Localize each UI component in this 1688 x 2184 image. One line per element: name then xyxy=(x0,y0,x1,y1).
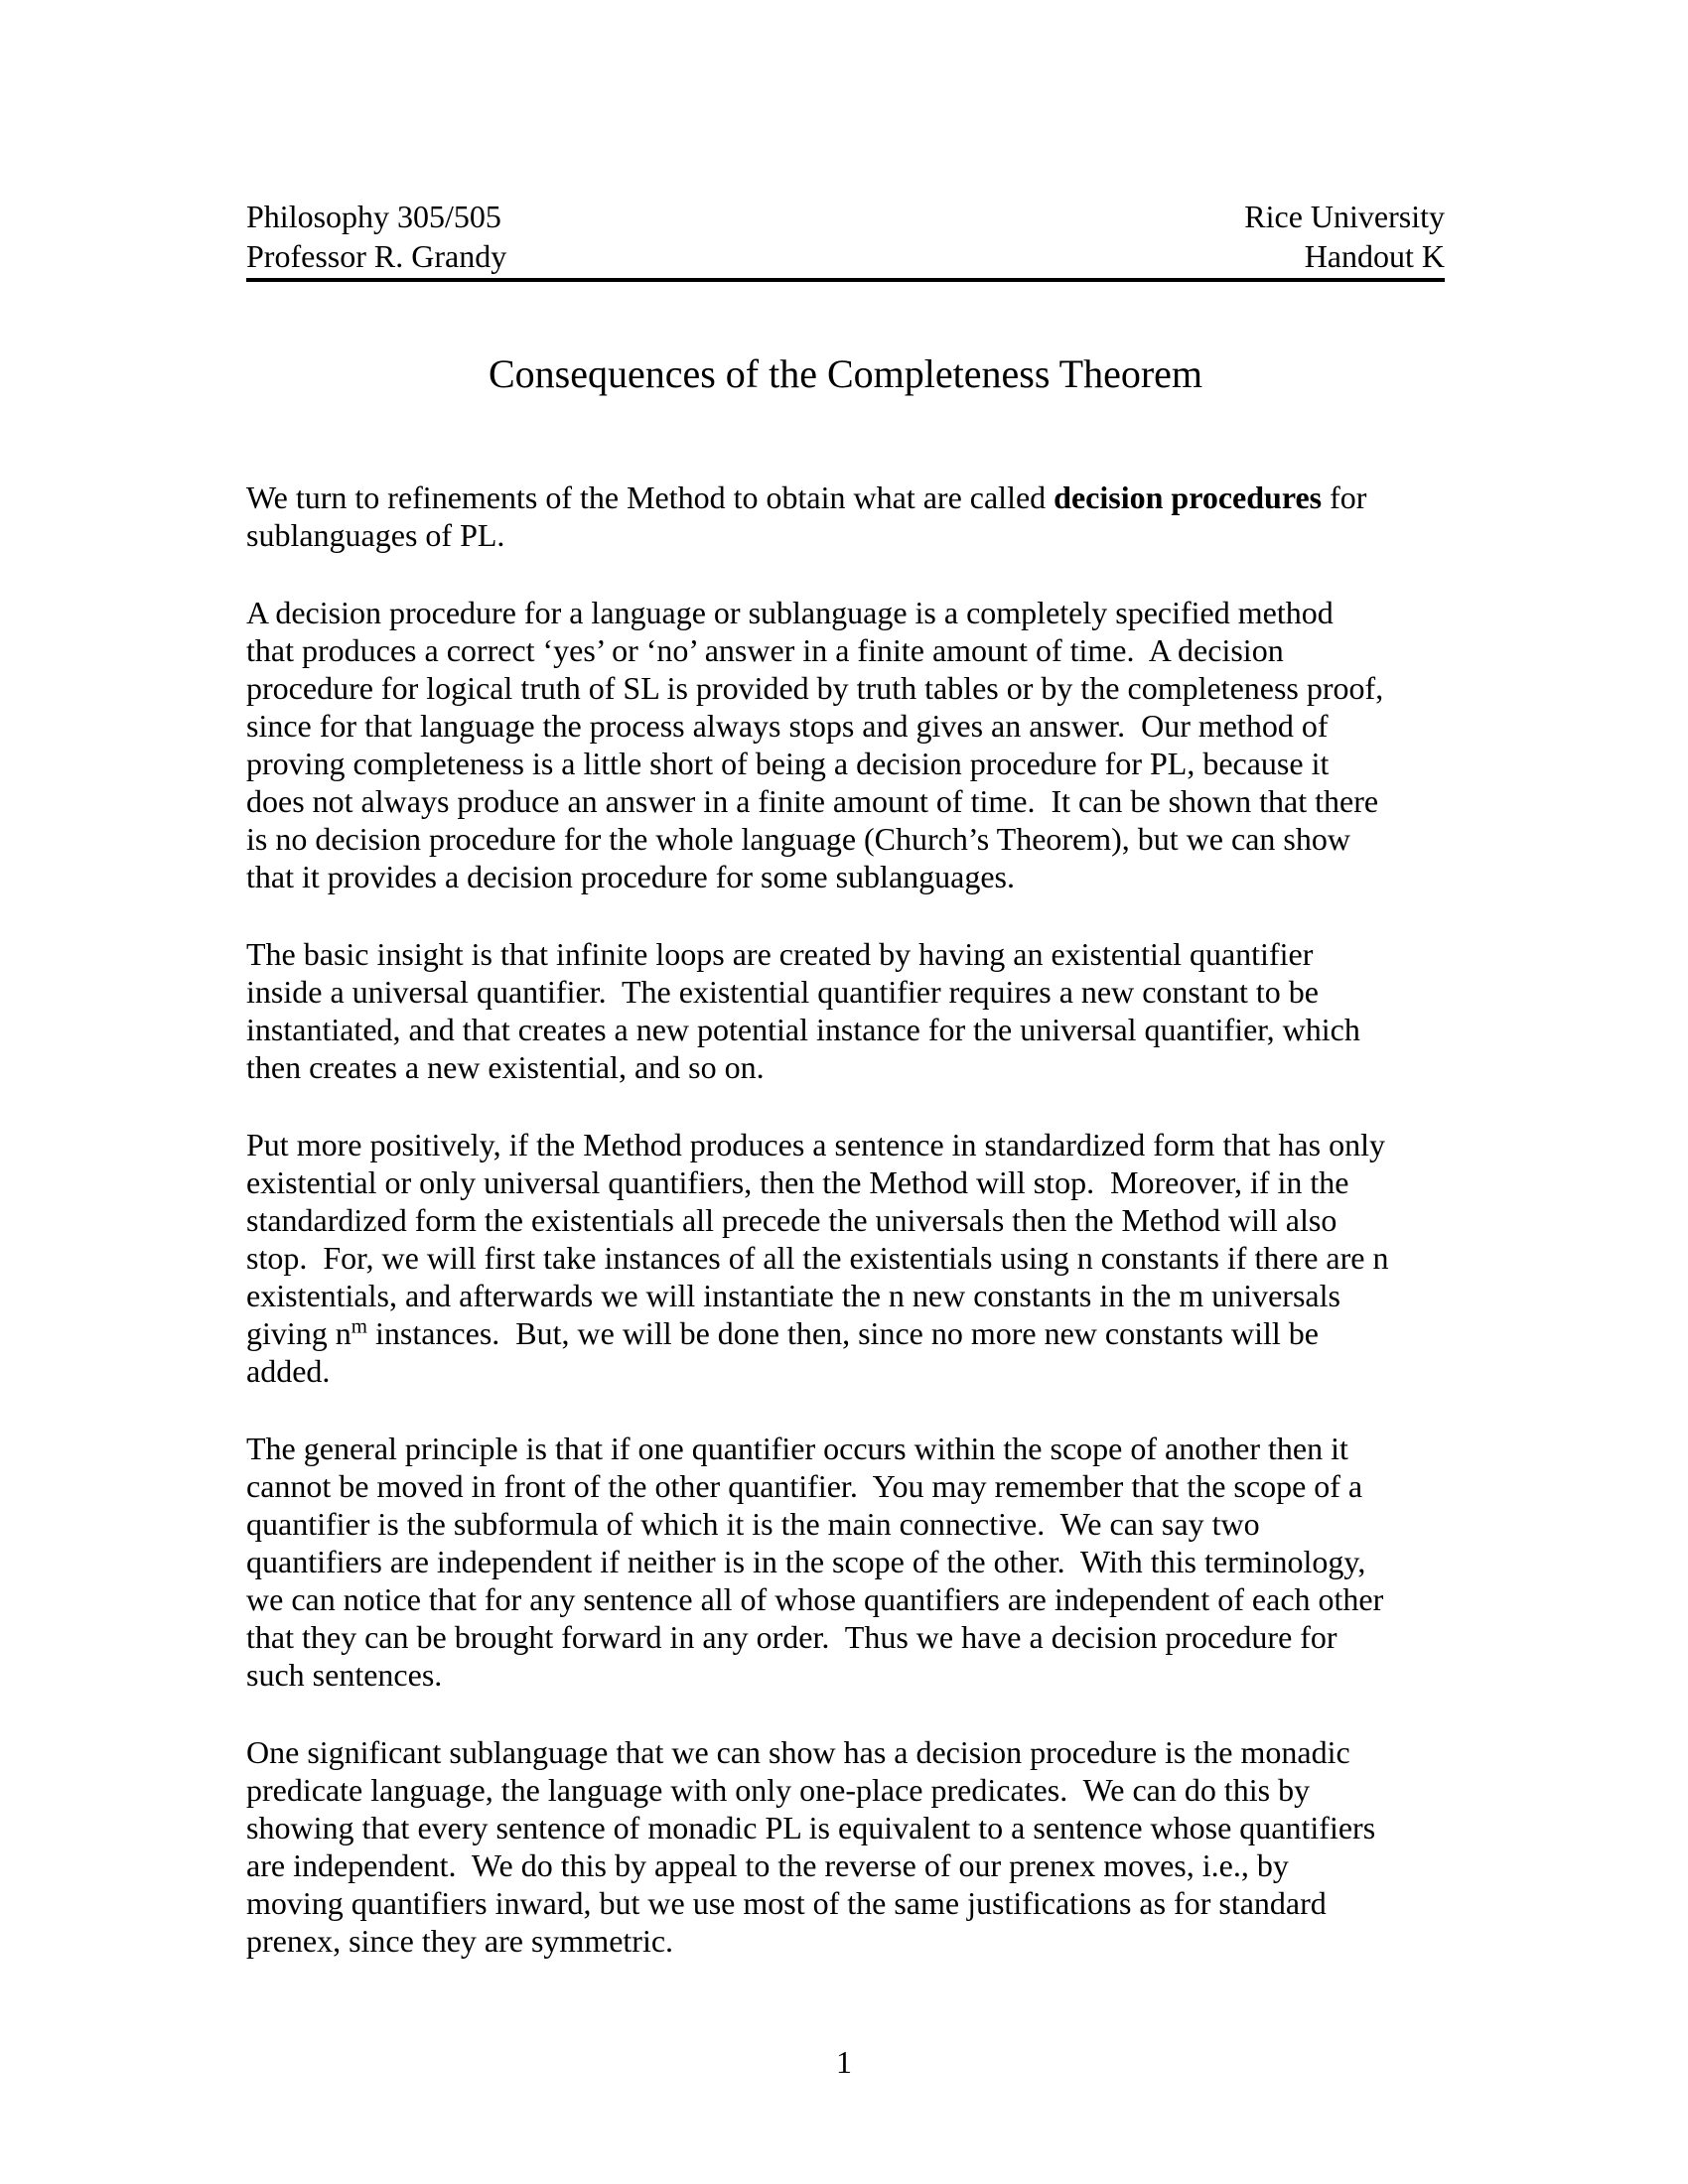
course-number: Philosophy 305/505 xyxy=(246,199,501,234)
text-segment: prenex, since they are symmetric. xyxy=(246,1923,674,1959)
text-line xyxy=(246,1011,1445,1048)
text-segment: One significant sublanguage that we can show has a decision procedure is the monadic xyxy=(246,1734,1350,1770)
text-segment: is no decision procedure for the whole language (Church’s Theorem), but we can show xyxy=(246,821,1350,857)
superscript-text: m xyxy=(351,1314,367,1338)
text-line xyxy=(246,1467,1445,1505)
paragraph xyxy=(246,1733,1445,1960)
text-segment: showing that every sentence of monadic PL is equivalent to a sentence whose quantifiers xyxy=(246,1810,1376,1845)
university-name: Rice University xyxy=(1244,199,1445,234)
text-line xyxy=(246,1656,1445,1694)
text-line xyxy=(246,1733,1445,1771)
text-line xyxy=(246,1809,1445,1846)
paragraph xyxy=(246,935,1445,1086)
text-line xyxy=(246,1430,1445,1467)
text-segment: procedure for logical truth of SL is provided by truth tables or by the completeness proof, xyxy=(246,670,1384,706)
page-number: 1 xyxy=(836,2044,852,2080)
text-line xyxy=(246,707,1445,745)
bold-text: decision procedures xyxy=(1054,479,1323,515)
text-line xyxy=(246,1201,1445,1239)
text-line xyxy=(246,1580,1445,1618)
text-segment: stop. For, we will first take instances of all the existentials using n constants if there are n xyxy=(246,1240,1389,1276)
text-line xyxy=(246,1239,1445,1277)
text-segment: such sentences. xyxy=(246,1657,443,1693)
text-line xyxy=(246,669,1445,707)
paragraph xyxy=(246,1126,1445,1390)
text-segment: cannot be moved in front of the other quantifier. You may remember that the scope of a xyxy=(246,1468,1363,1504)
text-line xyxy=(246,745,1445,782)
text-line xyxy=(246,1048,1445,1086)
text-line xyxy=(246,1277,1445,1314)
text-line xyxy=(246,594,1445,631)
text-segment: Put more positively, if the Method produces a sentence in standardized form that has only xyxy=(246,1127,1385,1162)
text-segment: The basic insight is that infinite loops are created by having an existential quantifier xyxy=(246,936,1314,972)
paragraph xyxy=(246,594,1445,895)
header-divider xyxy=(246,278,1445,282)
text-line xyxy=(246,1543,1445,1580)
text-line xyxy=(246,973,1445,1011)
text-segment: The general principle is that if one quantifier occurs within the scope of another then it xyxy=(246,1431,1348,1466)
text-segment: are independent. We do this by appeal to the reverse of our prenex moves, i.e., by xyxy=(246,1847,1289,1883)
text-segment: that produces a correct ‘yes’ or ‘no’ answer in a finite amount of time. A decision xyxy=(246,632,1284,668)
paragraph xyxy=(246,478,1445,554)
text-segment: since for that language the process always stops and gives an answer. Our method of xyxy=(246,708,1329,744)
document-header xyxy=(246,197,1445,282)
text-segment: proving completeness is a little short of being a decision procedure for PL, because it xyxy=(246,746,1330,781)
text-segment: instantiated, and that creates a new potential instance for the universal quantifier, which xyxy=(246,1012,1360,1047)
text-segment: added. xyxy=(246,1353,331,1389)
text-line xyxy=(246,935,1445,973)
text-segment: giving n xyxy=(246,1315,352,1351)
text-segment: we can notice that for any sentence all of whose quantifiers are independent of each other xyxy=(246,1581,1384,1617)
text-segment: A decision procedure for a language or sublanguage is a completely specified method xyxy=(246,595,1334,630)
text-line xyxy=(246,1163,1445,1201)
text-line xyxy=(246,782,1445,820)
text-line xyxy=(246,858,1445,895)
text-segment: does not always produce an answer in a finite amount of time. It can be shown that there xyxy=(246,783,1379,819)
text-line xyxy=(246,1126,1445,1163)
document-title: Consequences of the Completeness Theorem xyxy=(488,351,1203,396)
text-line xyxy=(246,631,1445,669)
text-line xyxy=(246,516,1445,554)
text-segment: existentials, and afterwards we will instantiate the n new constants in the m universals xyxy=(246,1278,1340,1313)
text-line xyxy=(246,1505,1445,1543)
header-row-1 xyxy=(246,197,1445,236)
text-segment: quantifier is the subformula of which it is the main connective. We can say two xyxy=(246,1506,1260,1542)
header-row-2 xyxy=(246,236,1445,276)
document-body xyxy=(246,478,1445,1960)
handout-label: Handout K xyxy=(1304,238,1445,274)
text-segment: predicate language, the language with only one-place predicates. We can do this by xyxy=(246,1772,1311,1808)
text-segment: We turn to refinements of the Method to obtain what are called xyxy=(246,479,1055,515)
text-line xyxy=(246,1771,1445,1809)
text-segment: standardized form the existentials all precede the universals then the Method will also xyxy=(246,1202,1337,1238)
text-line xyxy=(246,1922,1445,1960)
text-line xyxy=(246,1314,1445,1352)
text-segment: instances. But, we will be done then, since no more new constants will be xyxy=(366,1315,1319,1351)
paragraph xyxy=(246,1430,1445,1694)
text-segment: sublanguages of PL. xyxy=(246,517,505,553)
text-segment: that they can be brought forward in any order. Thus we have a decision procedure for xyxy=(246,1619,1337,1655)
professor-name: Professor R. Grandy xyxy=(246,238,507,274)
text-segment: quantifiers are independent if neither is in the scope of the other. With this terminology, xyxy=(246,1544,1366,1579)
text-segment: moving quantifiers inward, but we use most of the same justifications as for standard xyxy=(246,1885,1327,1921)
text-segment: existential or only universal quantifiers, then the Method will stop. Moreover, if in the xyxy=(246,1164,1349,1200)
text-line xyxy=(246,1846,1445,1884)
text-line xyxy=(246,478,1445,516)
text-segment: then creates a new existential, and so on. xyxy=(246,1049,765,1085)
text-line xyxy=(246,1352,1445,1390)
text-segment: that it provides a decision procedure for some sublanguages. xyxy=(246,859,1015,894)
text-line xyxy=(246,1884,1445,1922)
text-line xyxy=(246,820,1445,858)
text-segment: inside a universal quantifier. The existential quantifier requires a new constant to be xyxy=(246,974,1319,1010)
text-segment: for xyxy=(1322,479,1367,515)
text-line xyxy=(246,1618,1445,1656)
